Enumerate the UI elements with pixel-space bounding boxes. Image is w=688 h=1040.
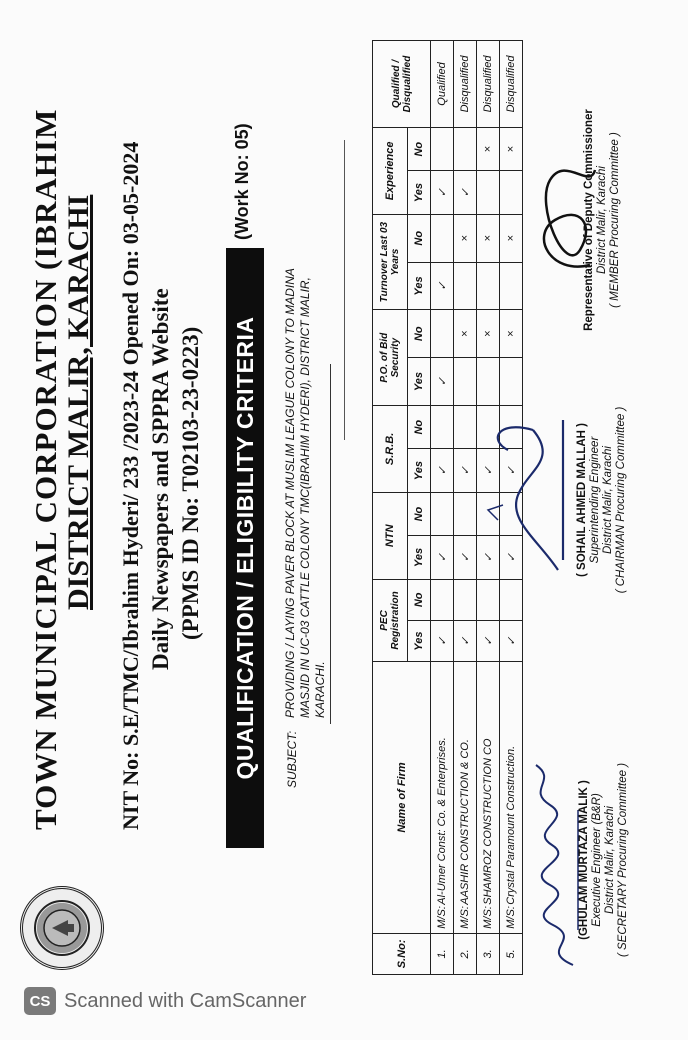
corporation-emblem-icon: [20, 886, 104, 970]
cell-ntn-yes: ✓: [431, 536, 454, 579]
header-ntn: NTN: [373, 492, 408, 579]
cell-pec-no: [454, 579, 477, 620]
divider-line: [344, 140, 345, 440]
chairman-district: District Malir, Karachi: [602, 446, 614, 554]
row-sno: 2.: [454, 933, 477, 974]
header-sno: S.No:: [373, 933, 431, 974]
cell-pec-yes: ✓: [431, 620, 454, 661]
cell-srb-yes: ✓: [500, 449, 523, 492]
member-name: Representative of Deputy Commissioner: [583, 109, 595, 331]
header-pec: PEC Registration: [373, 579, 408, 662]
row-ms: M/S:: [505, 906, 517, 929]
cell-ntn-yes: ✓: [500, 536, 523, 579]
table-row: [431, 41, 454, 975]
row-sno: 5.: [500, 933, 523, 974]
row-firm-name: Crystal Paramount Construction.: [505, 745, 517, 905]
cell-pec-no: [500, 579, 523, 620]
cell-pec-no: [477, 579, 500, 620]
cell-po-no: ×: [500, 310, 523, 358]
subheader-yes: Yes: [408, 449, 431, 492]
subject-label: SUBJECT:: [285, 730, 299, 788]
table-header-row: [373, 41, 408, 975]
header-po: P.O. of Bid Security: [373, 310, 408, 406]
subheader-yes: Yes: [408, 620, 431, 661]
title-line-1: TOWN MUNICIPAL CORPORATION (IBRAHIM: [28, 108, 63, 830]
header-qualified: Qualified / Disqualified: [373, 41, 431, 128]
subheader-yes: Yes: [408, 358, 431, 406]
chairman-role: ( CHAIRMAN Procuring Committee ): [615, 406, 627, 594]
row-sno: 3.: [477, 933, 500, 974]
member-role: ( MEMBER Procuring Committee ): [609, 132, 621, 308]
secretary-district: District Malir, Karachi: [604, 806, 616, 914]
cell-exp-no: [431, 127, 454, 170]
cell-srb-yes: ✓: [431, 449, 454, 492]
cell-pec-yes: ✓: [500, 620, 523, 661]
cell-status: Qualified: [431, 41, 454, 128]
cell-ntn-yes: ✓: [454, 536, 477, 579]
cell-exp-no: [454, 127, 477, 170]
subheader-no: No: [408, 492, 431, 535]
cell-exp-no: ×: [477, 127, 500, 170]
row-firm-name: SHAMROZ CONSTRUCTION CO: [482, 738, 494, 905]
cell-srb-no: [431, 405, 454, 448]
cell-ntn-yes: ✓: [477, 536, 500, 579]
title-line-2: DISTRICT MALIR, KARACHI: [62, 194, 95, 610]
camscanner-text: Scanned with CamScanner: [64, 989, 307, 1012]
criteria-banner: QUALIFICATION / ELIGIBILITY CRITERIA: [226, 248, 264, 848]
subheader-yes: Yes: [408, 171, 431, 214]
cell-pec-yes: ✓: [454, 620, 477, 661]
member-district: District Malir, Karachi: [596, 166, 608, 274]
camscanner-logo-icon: CS: [24, 987, 56, 1015]
nit-line: NIT No: S.E/TMC/Ibrahim Hyderi/ 233 /2023-24 Opened On: 03-05-2024: [118, 141, 143, 830]
row-firm: [477, 662, 500, 934]
row-firm: [500, 662, 523, 934]
subheader-yes: Yes: [408, 536, 431, 579]
cell-status: Disqualified: [477, 41, 500, 128]
cell-srb-yes: ✓: [454, 449, 477, 492]
subheader-no: No: [408, 127, 431, 170]
cell-exp-yes: ✓: [431, 171, 454, 214]
cell-turnover-no: ×: [500, 214, 523, 262]
cell-turnover-no: [431, 214, 454, 262]
row-firm: [431, 662, 454, 934]
chairman-name: ( SOHAIL AHMED MALLAH ): [576, 423, 588, 577]
cell-turnover-yes: [477, 262, 500, 310]
header-srb: S.R.B.: [373, 405, 408, 492]
row-sno: 1.: [431, 933, 454, 974]
cell-exp-yes: [477, 171, 500, 214]
cell-po-no: ×: [477, 310, 500, 358]
cell-exp-yes: ✓: [454, 171, 477, 214]
row-ms: M/S:: [459, 906, 471, 929]
cell-srb-yes: ✓: [477, 449, 500, 492]
secretary-name: (GHULAM MURTAZA MALIK ): [578, 780, 590, 940]
cell-exp-no: ×: [500, 127, 523, 170]
subject-underline: [330, 364, 331, 724]
cell-turnover-no: ×: [477, 214, 500, 262]
chairman-signature-icon: [478, 410, 573, 580]
cell-po-yes: ✓: [431, 358, 454, 406]
ppms-id-line: (PPMS ID No: T02103-23-0223): [178, 326, 203, 640]
work-number: (Work No: 05): [232, 123, 252, 240]
row-firm: [454, 662, 477, 934]
cell-turnover-yes: ✓: [431, 262, 454, 310]
subheader-no: No: [408, 310, 431, 358]
subheader-no: No: [408, 579, 431, 620]
chairman-signature-block: [576, 370, 628, 630]
cell-po-yes: [500, 358, 523, 406]
subject-text: PROVIDING / LAYING PAVER BLOCK AT MUSLIM LEAGUE COLONY TO MADINA MASJID IN UC-03 CATTLE COLONY TMC(IBRAHIM HYDERI), DISTRICT MALIR, KARACHI.: [283, 268, 327, 718]
cell-po-no: ×: [454, 310, 477, 358]
header-firm: Name of Firm: [373, 662, 431, 934]
cell-srb-no: [454, 405, 477, 448]
row-ms: M/S:: [482, 906, 494, 929]
cell-status: Disqualified: [454, 41, 477, 128]
secretary-title: Executive Engineer (B&R): [591, 793, 603, 927]
subheader-no: No: [408, 405, 431, 448]
chairman-title: Superintending Engineer: [589, 436, 601, 564]
row-firm-name: AASHIR CONSTRUCTION & CO.: [459, 739, 471, 905]
header-experience: Experience: [373, 127, 408, 214]
cell-turnover-no: ×: [454, 214, 477, 262]
table-row: [454, 41, 477, 975]
cell-turnover-yes: [454, 262, 477, 310]
cell-po-no: [431, 310, 454, 358]
cell-po-yes: [477, 358, 500, 406]
row-ms: M/S:: [436, 906, 448, 929]
cell-ntn-no: [454, 492, 477, 535]
subheader-yes: Yes: [408, 262, 431, 310]
camscanner-watermark: [24, 987, 306, 1015]
cell-ntn-no: [431, 492, 454, 535]
header-turnover: Turnover Last 03 Years: [373, 214, 408, 310]
secretary-signature-block: [578, 740, 630, 980]
daily-newspapers-line: Daily Newspapers and SPPRA Website: [148, 288, 173, 670]
cell-pec-yes: ✓: [477, 620, 500, 661]
cell-po-yes: [454, 358, 477, 406]
member-signature-block: [583, 90, 622, 350]
subheader-no: No: [408, 214, 431, 262]
secretary-role: ( SECRETARY Procuring Committee ): [617, 762, 629, 958]
row-firm-name: Al-Umer Const: Co. & Enterprises.: [436, 737, 448, 905]
cell-pec-no: [431, 579, 454, 620]
cell-status: Disqualified: [500, 41, 523, 128]
